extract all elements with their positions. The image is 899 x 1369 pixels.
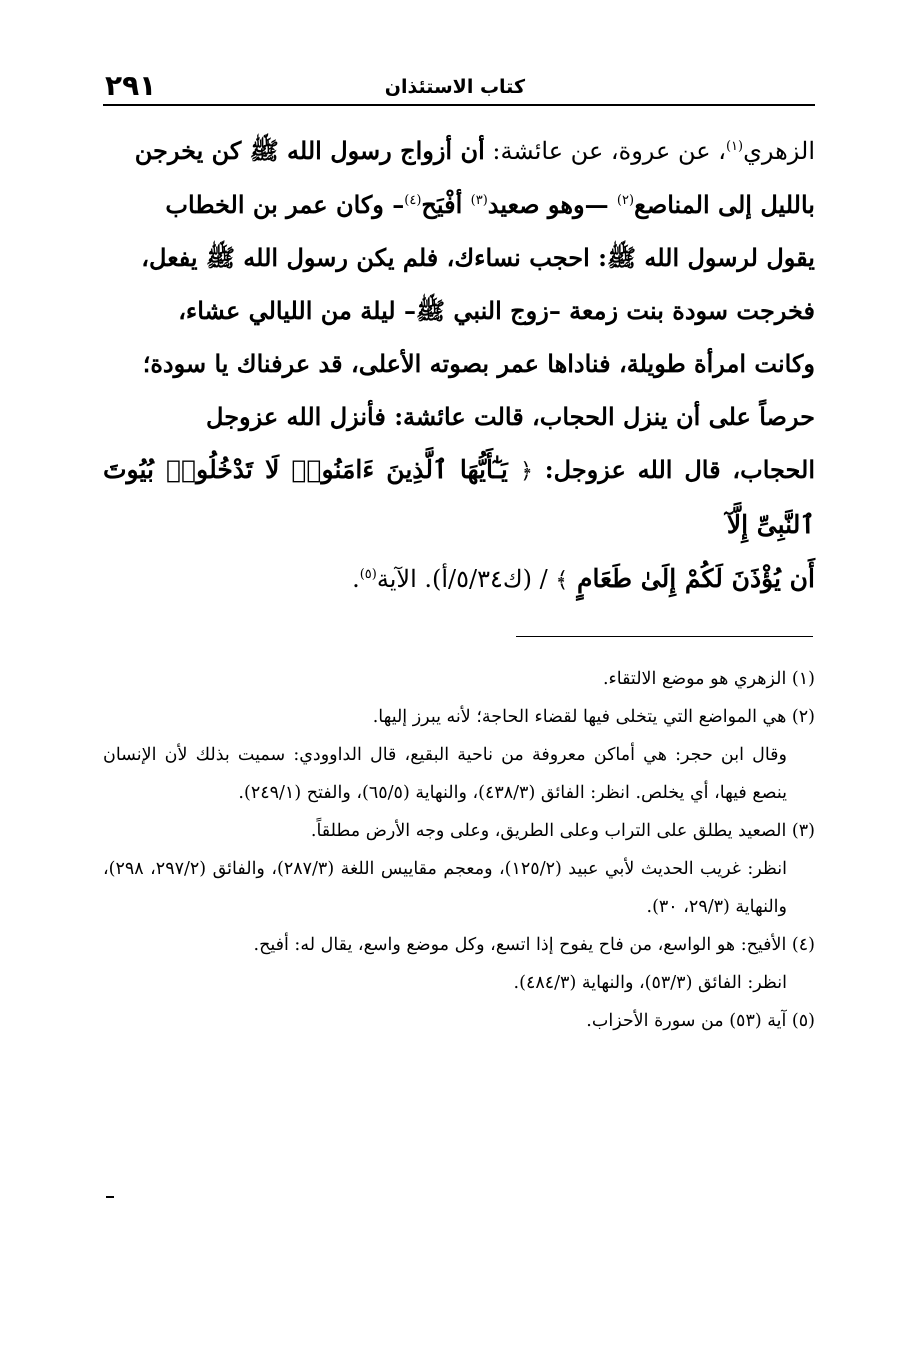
text-line-6: حرصاً على أن ينزل الحجاب، قالت عائشة: فأنزل الله عزوجل [206, 402, 815, 431]
footnote-ref-1: (١) [725, 139, 744, 154]
quran-verse: أَن يُؤْذَنَ لَكُمْ إِلَىٰ طَعَامٍ [568, 564, 815, 593]
hadith-text: الحجاب، قال الله عزوجل: [532, 455, 816, 484]
page-header [103, 66, 815, 106]
footnote-2-continuation: وقال ابن حجر: هي أماكن معروفة من ناحية البقيع، قال الداوودي: سميت بذلك لأن الإنسان ينصع فيها، أي يخلص. انظر: الفائق (٤٣٨/٣)، والنهاية (٦٥/٥)، والفتح (٢٤٩/١). [103, 745, 787, 803]
hadith-text: —وهو صعيد [487, 190, 617, 219]
hadith-text: أن أزواج رسول الله ﷺ كن يخرجن [134, 136, 485, 165]
footnote-4: (٤) الأفيح: هو الواسع، من فاح يفوح إذا اتسع، وكل موضع واسع، يقال له: أفيح. [253, 935, 815, 955]
text-line-2 [103, 178, 815, 231]
footnote-ref-3: (٣) [470, 193, 488, 208]
text-line-1 [103, 124, 815, 178]
page-mark [106, 1196, 114, 1198]
hadith-text: بالليل إلى المناصع [634, 190, 815, 219]
footnote-3: (٣) الصعيد يطلق على التراب وعلى الطريق، وعلى وجه الأرض مطلقاً. [310, 821, 815, 841]
quran-bracket-close: ﴾ [555, 568, 569, 593]
footnote-separator [516, 636, 813, 637]
manuscript-ref: / (ك٥/٣٤/أ). الآية [376, 565, 556, 593]
hadith-text: – وكان عمر بن الخطاب [165, 190, 405, 219]
footnote-1: (١) الزهري هو موضع الالتقاء. [602, 669, 815, 689]
footnote-4-continuation: انظر: الفائق (٥٣/٣)، والنهاية (٤٨٤/٣). [513, 973, 787, 993]
running-title: كتاب الاستئذان [384, 76, 525, 98]
text-segment: . [352, 565, 360, 593]
text-line-7 [103, 443, 815, 552]
text-segment: ، عن عروة، عن عائشة: [484, 137, 726, 165]
quran-bracket-open: ﴿ [520, 459, 533, 484]
page-number: ٢٩١ [105, 69, 157, 102]
main-text [103, 124, 815, 607]
footnote-ref-5: (٥) [359, 567, 377, 582]
text-line-4: فخرجت سودة بنت زمعة –زوج النبي ﷺ– ليلة من الليالي عشاء، [178, 296, 815, 325]
footnote-5: (٥) آية (٥٣) من سورة الأحزاب. [586, 1011, 815, 1031]
text-line-8 [103, 552, 815, 607]
footnotes [103, 660, 815, 1040]
text-segment: الزهري [743, 137, 815, 165]
footnote-ref-2: (٢) [616, 193, 635, 208]
quran-verse: يَـٰٓأَيُّهَا ٱلَّذِينَ ءَامَنُوا۟ لَا تَدْخُلُوا۟ بُيُوتَ ٱلنَّبِىِّ إِلَّآ [103, 455, 815, 539]
text-line-3: يقول لرسول الله ﷺ: احجب نساءك، فلم يكن رسول الله ﷺ يفعل، [141, 243, 815, 272]
hadith-text: أفْيَح [421, 190, 471, 219]
footnote-ref-4: (٤) [404, 193, 422, 208]
footnote-2: (٢) هي المواضع التي يتخلى فيها لقضاء الحاجة؛ لأنه يبرز إليها. [372, 707, 815, 727]
footnote-3-continuation: انظر: غريب الحديث لأبي عبيد (١٢٥/٢)، ومعجم مقاييس اللغة (٢٨٧/٣)، والفائق (٢٩٧/٢، ٢٩٨)، والنهاية (٢٩/٣، ٣٠). [103, 859, 787, 917]
text-line-5: وكانت امرأة طويلة، فناداها عمر بصوته الأعلى، قد عرفناك يا سودة؛ [142, 349, 815, 378]
